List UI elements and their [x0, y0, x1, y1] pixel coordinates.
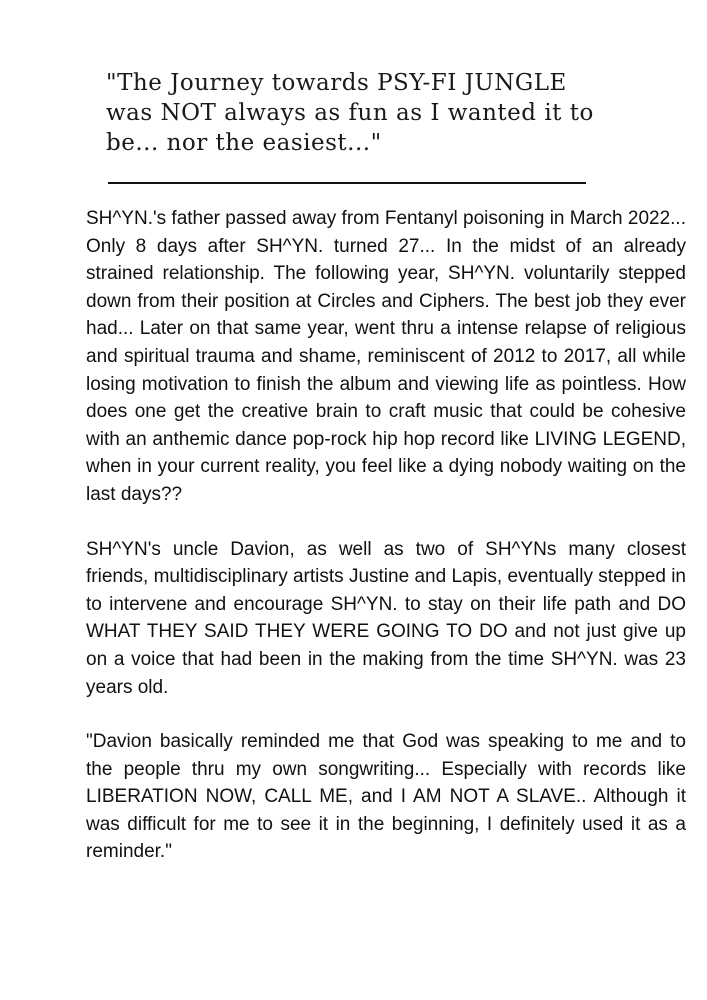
pull-quote-heading: "The Journey towards PSY-FI JUNGLE was NOT always as fun as I wanted it to be... nor the easiest..."	[106, 70, 594, 156]
body-text	[86, 205, 686, 893]
divider-line	[108, 182, 586, 184]
paragraph-3: "Davion basically reminded me that God was speaking to me and to the people thru my own songwriting... Especially with records like LIBERATION NOW, CALL ME, and I AM NOT A SLAVE.. Although it was difficult for me to see it in the beginning, I definitely used it as a reminder."	[86, 731, 686, 863]
paragraph-1: SH^YN.'s father passed away from Fentanyl poisoning in March 2022... Only 8 days after SH^YN. turned 27... In the midst of an already strained relationship. The following year, SH^YN. voluntarily stepped down from their position at Circles and Ciphers. The best job they ever had... Later on that same year, went thru a intense relapse of religious and spiritual trauma and shame, reminiscent of 2012 to 2017, all while losing motivation to finish the album and viewing life as pointless. How does one get the creative brain to craft music that could be cohesive with an anthemic dance pop-rock hip hop record like LIVING LEGEND, when in your current reality, you feel like a dying nobody waiting on the last days??	[86, 208, 686, 505]
paragraph-2: SH^YN's uncle Davion, as well as two of SH^YNs many closest friends, multidisciplinary artists Justine and Lapis, eventually stepped in to intervene and encourage SH^YN. to stay on their life path and DO WHAT THEY SAID THEY WERE GOING TO DO and not just give up on a voice that had been in the making from the time SH^YN. was 23 years old.	[86, 538, 686, 698]
